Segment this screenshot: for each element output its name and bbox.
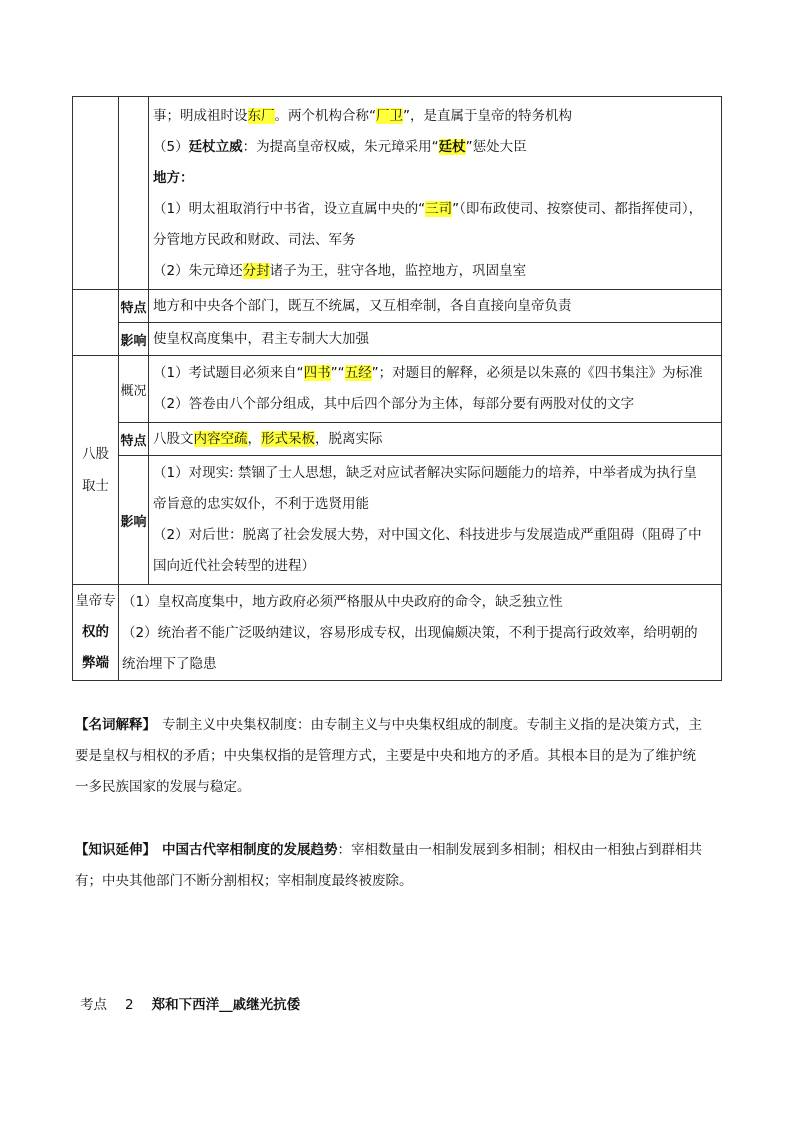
content-line: 国向近代社会转型的进程）	[153, 558, 315, 574]
content-cell	[149, 97, 722, 290]
content-cell: 地方和中央各个部门，既互不统属，又互相牵制，各自直接向皇帝负责	[149, 290, 722, 323]
group-label-bibian: 皇帝专 权的 弊端	[73, 585, 119, 681]
table-row	[73, 585, 722, 681]
content-cell	[149, 456, 722, 585]
content-line: 事；明成祖时设东厂。两个机构合称“厂卫”，是直属于皇帝的特务机构	[153, 108, 572, 124]
table-row	[73, 423, 722, 456]
table-row	[73, 323, 722, 356]
content-cell	[149, 356, 722, 423]
exam-point-heading	[80, 994, 300, 1016]
content-line: （1）考试题目必须来自“四书”“五经”；对题目的解释，必须是以朱熹的《四书集注》为标准	[153, 365, 703, 381]
exam-point-number: 2	[125, 997, 134, 1013]
content-line: （2）朱元璋还分封诸子为王，驻守各地，监控地方，巩固皇室	[153, 263, 527, 279]
term-tag: 【名词解释】	[75, 717, 156, 733]
content-line: （1）皇权高度集中，地方政府必须严格服从中央政府的命令，缺乏独立性	[122, 594, 563, 610]
content-cell: 使皇权高度集中，君主专制大大加强	[149, 323, 722, 356]
row-label: 特点	[119, 423, 149, 456]
content-line: 帝旨意的忠实奴仆，不利于选贤用能	[153, 496, 369, 512]
group-cell-continued	[73, 97, 119, 290]
content-heading: 地方：	[153, 170, 194, 186]
extension-tag: 【知识延伸】	[75, 842, 156, 858]
subgroup-cell-continued	[119, 97, 149, 290]
content-line: 统治埋下了隐患	[122, 656, 217, 672]
table-row	[73, 356, 722, 423]
exam-point-label: 考点	[80, 997, 107, 1013]
table-row	[73, 290, 722, 323]
row-label: 概况	[119, 356, 149, 423]
exam-point-title: 郑和下西洋__戚继光抗倭	[151, 997, 301, 1013]
group-cell-continued	[73, 323, 119, 356]
row-label: 影响	[119, 323, 149, 356]
table-row	[73, 456, 722, 585]
group-cell-continued	[73, 290, 119, 323]
knowledge-extension: 【知识延伸】 中国古代宰相制度的发展趋势：宰相数量由一相制发展到多相制；相权由一相独占到群相共 有；中央其他部门不断分割相权；宰相制度最终被废除。	[75, 842, 702, 889]
content-line: （5）廷杖立威：为提高皇帝权威，朱元璋采用“廷杖”惩处大臣	[153, 139, 527, 155]
content-cell: 八股文内容空疏，形式呆板，脱离实际	[149, 423, 722, 456]
content-line: （1）明太祖取消行中书省，设立直属中央的“三司”（即布政使司、按察使司、都指挥使司），	[153, 201, 703, 217]
content-line: （2）答卷由八个部分组成，其中后四个部分为主体，每部分要有两股对仗的文字	[153, 396, 635, 412]
row-label: 影响	[119, 456, 149, 585]
content-cell	[119, 585, 722, 681]
content-line: （2）对后世：脱离了社会发展大势，对中国文化、科技进步与发展造成严重阻碍（阻碍了中	[153, 527, 702, 543]
table-row	[73, 97, 722, 290]
history-table	[72, 96, 722, 681]
content-line: 分管地方民政和财政、司法、军务	[153, 232, 356, 248]
term-explanation: 【名词解释】 专制主义中央集权制度：由专制主义与中央集权组成的制度。专制主义指的是决策方式，主 要是皇权与相权的矛盾；中央集权指的是管理方式，主要是中央和地方的矛盾。其根本目的是为了维护统 一多民族国家的发展与稳定。	[75, 717, 702, 795]
content-line: （2）统治者不能广泛吸纳建议，容易形成专权，出现偏颇决策，不利于提高行政效率，给明朝的	[122, 625, 698, 641]
row-label: 特点	[119, 290, 149, 323]
group-label-bagu: 八股 取士	[73, 356, 119, 585]
content-line: （1）对现实: 禁锢了士人思想，缺乏对应试者解决实际问题能力的培养，中举者成为执行皇	[153, 465, 697, 481]
